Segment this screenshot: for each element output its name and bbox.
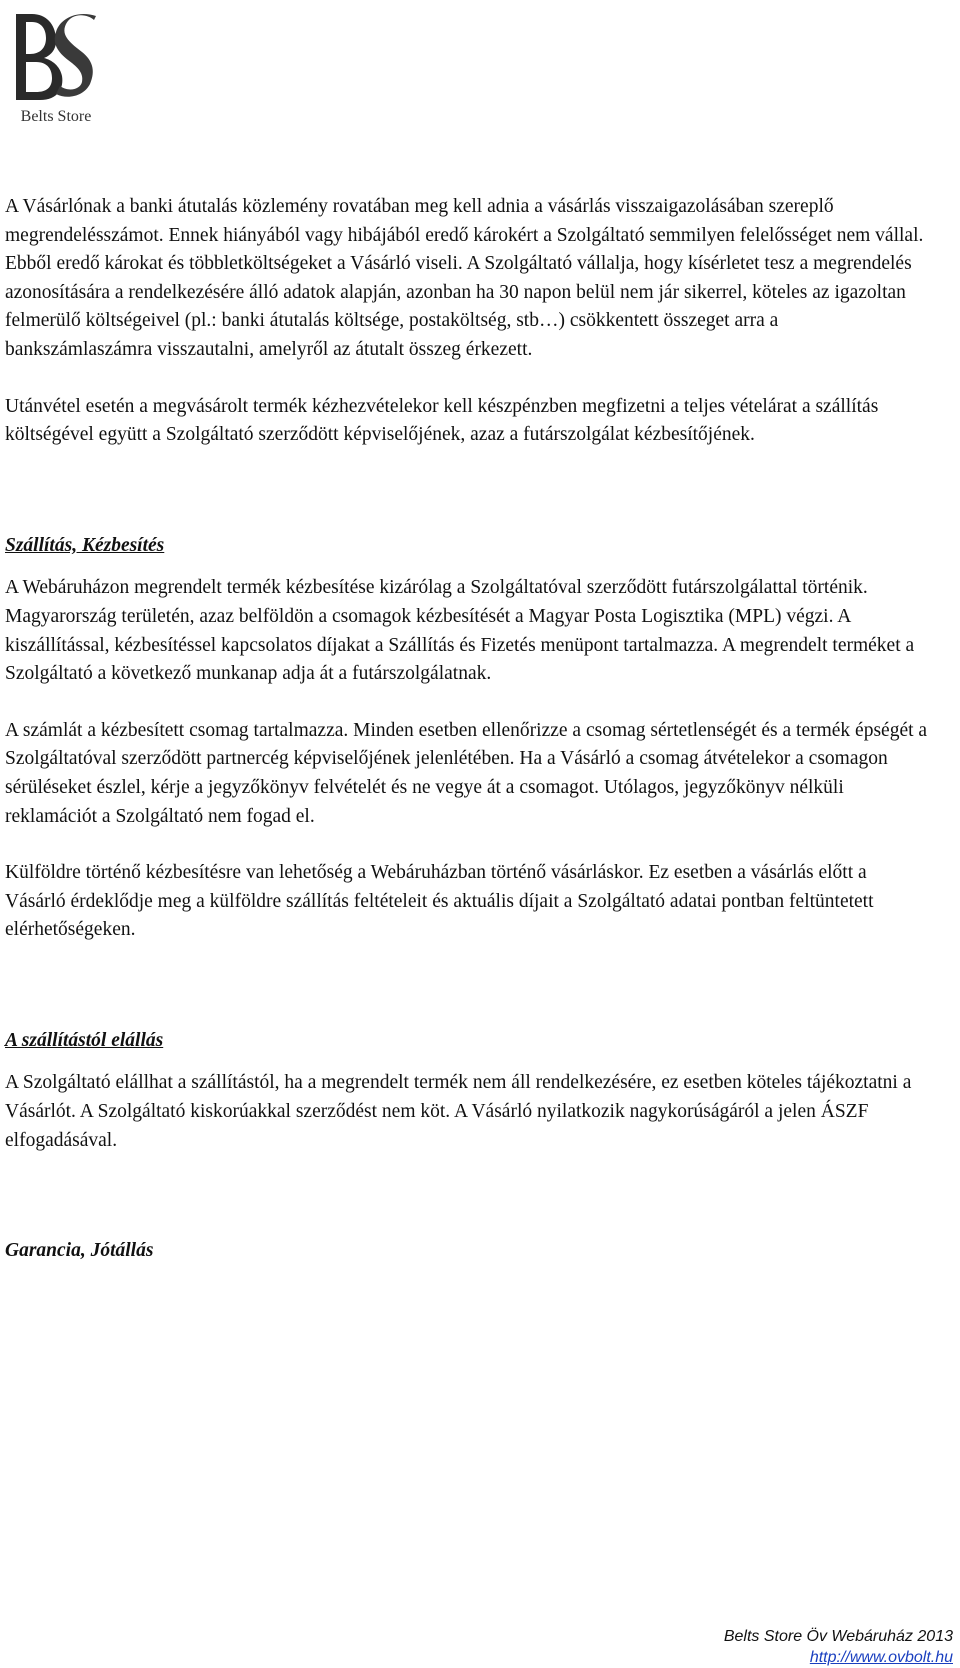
paragraph-courier-delivery: A Webáruházon megrendelt termék kézbesítése kizárólag a Szolgáltatóval szerződött futárszolgálattal történik. Magyarország területén, azaz belföldön a csomagok kézbesítését a Magyar Posta Logisztika (MPL) végzi. A kiszállítással, kézbesítéssel kapcsolatos díjakat a Szállítás és Fizetés menüpont tartalmazza. A megrendelt terméket a Szolgáltató a következő munkanap adja át a futárszolgálatnak. — [5, 577, 915, 685]
paragraph-withdrawal: A Szolgáltató elállhat a szállítástól, ha a megrendelt termék nem áll rendelkezésére, ez esetben köteles tájékoztatni a Vásárlót. A Szolgáltató kiskorúakkal szerződést nem köt. A Vásárló nyilatkozik nagykorúságáról a jelen ÁSZF elfogadásával. — [5, 1072, 912, 1151]
logo-caption: Belts Store — [20, 108, 92, 125]
footer-website-link[interactable]: http://www.ovbolt.hu — [809, 1649, 953, 1666]
heading-withdrawal-from-delivery: A szállítástól elállás — [5, 1029, 164, 1051]
page-footer — [724, 1626, 953, 1668]
footer-store-name: Belts Store Öv Webáruház 2013 — [723, 1628, 953, 1645]
document-body — [5, 193, 930, 1266]
paragraph-international-delivery: Külföldre történő kézbesítésre van lehetőség a Webáruházban történő vásárláskor. Ez esetben a vásárlás előtt a Vásárló érdeklődje meg a külföldre szállítás feltételeit és aktuális díjait a Szolgáltató adatai pontban feltüntetett elérhetőségeken. — [5, 862, 874, 941]
paragraph-transfer-reference: A Vásárlónak a banki átutalás közlemény rovatában meg kell adnia a vásárlás visszaigazolásában szereplő megrendelésszámot. Ennek hiányából vagy hibájából eredő károkért a Szolgáltató semmilyen felelősséget nem vállal. Ebből eredő károkat és többletköltségeket a Vásárló viseli. A Szolgáltató vállalja, hogy kísérletet tesz a megrendelés azonosítására a rendelkezésére álló adatok alapján, azonban ha 30 napon belül nem jár sikerrel, köteles az igazoltan felmerülő költségeivel (pl.: banki átutalás költsége, postaköltség, stb…) csökkentett összeget arra a bankszámlaszámra visszautalni, amelyről az átutalt összeg érkezett. — [5, 196, 924, 360]
heading-shipping-delivery: Szállítás, Kézbesítés — [5, 534, 165, 556]
belts-store-logo — [10, 8, 102, 126]
logo-monogram — [10, 8, 102, 104]
paragraph-invoice-package: A számlát a kézbesített csomag tartalmazza. Minden esetben ellenőrizze a csomag sértetlenségét és a termék épségét a Szolgáltatóval szerződött partnercég képviselőjének jelenlétében. Ha a Vásárló a csomag átvételekor a csomagon sérüléseket észlel, kérje a jegyzőkönyv felvételét és ne vegye át a csomagot. Utólagos, jegyzőkönyv nélküli reklamációt a Szolgáltató nem fogad el. — [5, 719, 928, 827]
paragraph-cash-on-delivery: Utánvétel esetén a megvásárolt termék kézhezvételekor kell készpénzben megfizetni a teljes vételárat a szállítás költségével együtt a Szolgáltató szerződött képviselőjének, azaz a futárszolgálat kézbesítőjének. — [5, 395, 879, 446]
heading-warranty: Garancia, Jótállás — [5, 1240, 154, 1262]
